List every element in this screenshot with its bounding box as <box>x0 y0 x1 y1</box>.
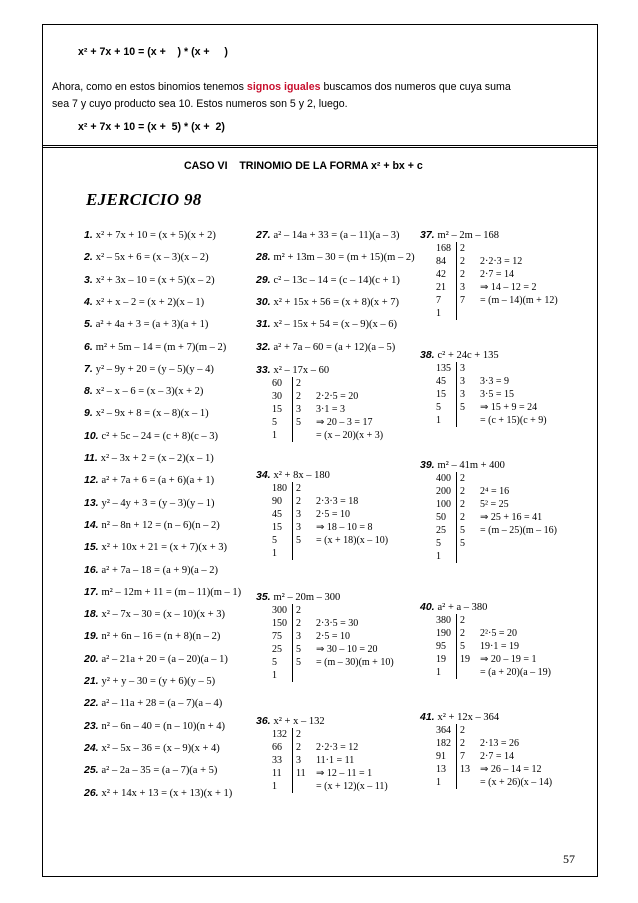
exercise-item <box>84 719 225 734</box>
exercise-number: 29. <box>256 273 274 286</box>
divisor: 2 <box>460 628 465 639</box>
exercise-equation: a² + 7a + 6 = (a + 6)(a + 1) <box>101 475 215 487</box>
dividend: 300 <box>272 605 287 616</box>
exercise-equation: c² + 5c – 24 = (c + 8)(c – 3) <box>101 430 219 442</box>
factor-note: ⇒ 20 – 3 = 17 <box>316 417 373 428</box>
dividend: 19 <box>436 654 446 665</box>
factor-note: 3·1 = 3 <box>316 404 345 415</box>
divisor: 2 <box>460 486 465 497</box>
divisor: 7 <box>460 751 465 762</box>
exercise-number: 3. <box>84 273 96 286</box>
factor-note: ⇒ 14 – 12 = 2 <box>480 282 537 293</box>
exercise-item <box>84 696 222 711</box>
exercise-item <box>84 563 218 578</box>
section-title: CASO VI TRINOMIO DE LA FORMA x² + bx + c <box>184 160 423 172</box>
factor-note: = (m – 14)(m + 12) <box>480 295 558 306</box>
factor-note: 3·3 = 9 <box>480 376 509 387</box>
dividend: 1 <box>272 781 277 792</box>
exercise-item <box>256 250 415 265</box>
factor-note: 5² = 25 <box>480 499 509 510</box>
exercise-number: 26. <box>84 786 102 799</box>
exercise-number: 6. <box>84 340 96 353</box>
factor-note: = (a + 20)(a – 19) <box>480 667 551 678</box>
factor-note: = (x + 12)(x – 11) <box>316 781 388 792</box>
exercise-item <box>256 228 400 243</box>
divisor: 5 <box>296 657 301 668</box>
exercise-number: 4. <box>84 295 96 308</box>
dividend: 132 <box>272 729 287 740</box>
divisor: 2 <box>296 378 301 389</box>
factor-note: 2·2·3 = 12 <box>316 742 359 753</box>
divisor: 2 <box>460 269 465 280</box>
exercise-number: 5. <box>84 318 96 331</box>
exercise-item <box>84 250 209 265</box>
dividend: 91 <box>436 751 446 762</box>
division-bar <box>456 614 457 679</box>
exercise-number: 10. <box>84 429 102 442</box>
divisor: 5 <box>296 535 301 546</box>
dividend: 84 <box>436 256 446 267</box>
exercise-item <box>84 406 209 421</box>
factor-note: ⇒ 25 + 16 = 41 <box>480 512 543 523</box>
division-bar <box>292 377 293 442</box>
exercise-equation: n² – 8n + 12 = (n – 6)(n – 2) <box>101 519 220 531</box>
exercise-equation: y² + y – 30 = (y + 6)(y – 5) <box>101 676 216 687</box>
dividend: 400 <box>436 473 451 484</box>
exercise-number: 18. <box>84 608 102 621</box>
factor-note: 2⁴ = 16 <box>480 486 510 497</box>
exercise-equation: x² + 3x – 10 = (x + 5)(x – 2) <box>95 274 215 286</box>
exercise-number: 22. <box>84 697 102 710</box>
exercise-item <box>420 348 499 363</box>
exercise-item <box>84 384 203 399</box>
exercise-equation: x² – 17x – 60 <box>273 365 330 376</box>
factor-note: ⇒ 20 – 19 = 1 <box>480 654 537 665</box>
dividend: 30 <box>272 391 282 402</box>
equation-template-line: x² + 7x + 10 = (x + ) * (x + ) <box>78 46 228 58</box>
divider-rule-2 <box>42 147 598 148</box>
exercise-equation: x² + x – 132 <box>273 716 325 727</box>
dividend: 182 <box>436 738 451 749</box>
exercise-item <box>84 518 220 533</box>
exercise-number: 12. <box>84 474 102 487</box>
exercise-item <box>420 458 505 473</box>
dividend: 200 <box>436 486 451 497</box>
page-number: 57 <box>563 852 575 866</box>
exercise-number: 16. <box>84 563 102 576</box>
factor-note: 2·3·3 = 18 <box>316 496 359 507</box>
division-bar <box>292 728 293 793</box>
exercise-equation: x² – 3x + 2 = (x – 2)(x – 1) <box>100 453 214 464</box>
exercise-item <box>256 468 330 483</box>
exercise-item <box>84 228 216 243</box>
exercise-equation: y² – 9y + 20 = (y – 5)(y – 4) <box>95 363 214 375</box>
exercise-number: 27. <box>256 229 274 241</box>
exercise-item <box>256 363 329 378</box>
dividend: 11 <box>272 768 282 779</box>
factor-note: = (c + 15)(c + 9) <box>480 415 547 426</box>
factor-note: ⇒ 30 – 10 = 20 <box>316 644 378 655</box>
exercise-number: 19. <box>84 630 102 643</box>
para-text-b: buscamos dos numeros que cuya suma <box>320 81 511 93</box>
exercise-equation: a² – 14a + 33 = (a – 11)(a – 3) <box>273 230 400 241</box>
factor-note: = (m – 30)(m + 10) <box>316 657 394 668</box>
para-text-a: Ahora, como en estos binomios tenemos <box>52 81 247 93</box>
factor-note: ⇒ 18 – 10 = 8 <box>316 522 373 533</box>
exercise-item <box>256 590 340 605</box>
divisor: 3 <box>296 755 301 766</box>
division-bar <box>292 604 293 682</box>
dividend: 5 <box>436 538 441 549</box>
exercise-number: 17. <box>84 585 102 598</box>
exercise-number: 8. <box>84 385 96 398</box>
exercise-number: 37. <box>420 229 438 241</box>
exercise-number: 34. <box>256 469 274 481</box>
dividend: 75 <box>272 631 282 642</box>
dividend: 190 <box>436 628 451 639</box>
exercise-equation: x² + 15x + 56 = (x + 8)(x + 7) <box>273 296 400 308</box>
division-bar <box>456 724 457 789</box>
dividend: 45 <box>436 376 446 387</box>
factor-note: = (x + 18)(x – 10) <box>316 535 389 546</box>
divisor: 5 <box>460 538 465 549</box>
exercise-item <box>84 540 227 555</box>
dividend: 5 <box>436 402 441 413</box>
dividend: 60 <box>272 378 282 389</box>
dividend: 1 <box>436 308 441 319</box>
divisor: 3 <box>460 376 465 387</box>
divisor: 3 <box>460 389 465 400</box>
exercise-number: 28. <box>256 251 274 264</box>
divisor: 2 <box>460 473 465 484</box>
factor-note: ⇒ 12 – 11 = 1 <box>316 768 373 779</box>
exercise-equation: m² – 41m + 400 <box>437 460 505 471</box>
exercise-title: EJERCICIO 98 <box>86 190 202 209</box>
dividend: 21 <box>436 282 446 293</box>
exercise-item <box>84 317 208 332</box>
dividend: 50 <box>436 512 446 523</box>
dividend: 95 <box>436 641 446 652</box>
explanation-paragraph-line1 <box>52 81 511 94</box>
exercise-number: 23. <box>84 719 102 732</box>
exercise-item <box>256 273 400 288</box>
dividend: 42 <box>436 269 446 280</box>
divisor: 3 <box>296 404 301 415</box>
exercise-number: 11. <box>84 452 101 464</box>
exercise-number: 7. <box>84 362 96 375</box>
exercise-item <box>84 763 217 778</box>
exercise-number: 2. <box>84 251 96 264</box>
dividend: 13 <box>436 764 446 775</box>
exercise-number: 38. <box>420 349 438 361</box>
exercise-item <box>84 340 226 355</box>
divisor: 3 <box>460 363 465 374</box>
exercise-equation: x² – 7x – 30 = (x – 10)(x + 3) <box>101 609 225 621</box>
exercise-equation: m² – 2m – 168 <box>437 230 499 241</box>
divisor: 19 <box>460 654 470 665</box>
divisor: 2 <box>296 729 301 740</box>
exercise-equation: x² + 14x + 13 = (x + 13)(x + 1) <box>101 787 233 799</box>
exercise-item <box>256 295 399 310</box>
dividend: 45 <box>272 509 282 520</box>
divisor: 2 <box>296 391 301 402</box>
exercise-equation: x² – 5x – 36 = (x – 9)(x + 4) <box>101 742 220 754</box>
exercise-item <box>256 317 397 332</box>
dividend: 168 <box>436 243 451 254</box>
exercise-number: 9. <box>84 407 96 420</box>
divisor: 3 <box>460 282 465 293</box>
divisor: 5 <box>460 402 465 413</box>
dividend: 364 <box>436 725 451 736</box>
factor-note: 2·3·5 = 30 <box>316 618 359 629</box>
exercise-item <box>84 652 228 667</box>
divisor: 2 <box>460 499 465 510</box>
exercise-equation: n² – 6n – 40 = (n – 10)(n + 4) <box>101 720 225 732</box>
dividend: 33 <box>272 755 282 766</box>
dividend: 135 <box>436 363 451 374</box>
exercise-equation: a² – 2a – 35 = (a – 7)(a + 5) <box>101 765 218 777</box>
dividend: 1 <box>436 551 441 562</box>
exercise-item <box>84 473 214 488</box>
exercise-number: 13. <box>84 496 102 509</box>
exercise-number: 32. <box>256 340 274 353</box>
division-bar <box>456 242 457 320</box>
dividend: 15 <box>436 389 446 400</box>
divisor: 5 <box>296 417 301 428</box>
divisor: 2 <box>460 243 465 254</box>
exercise-number: 36. <box>256 715 274 727</box>
divisor: 2 <box>296 618 301 629</box>
divisor: 13 <box>460 764 470 775</box>
dividend: 90 <box>272 496 282 507</box>
dividend: 150 <box>272 618 287 629</box>
dividend: 1 <box>272 548 277 559</box>
division-bar <box>456 472 457 563</box>
exercise-number: 24. <box>84 741 102 754</box>
dividend: 1 <box>272 430 277 441</box>
divisor: 2 <box>460 725 465 736</box>
exercise-number: 40. <box>420 601 438 613</box>
exercise-item <box>84 585 241 600</box>
exercise-equation: a² + a – 380 <box>437 602 488 613</box>
exercise-number: 35. <box>256 591 274 603</box>
divisor: 3 <box>296 522 301 533</box>
dividend: 100 <box>436 499 451 510</box>
divisor: 2 <box>296 496 301 507</box>
exercise-equation: m² – 12m + 11 = (m – 11)(m – 1) <box>101 586 242 598</box>
divisor: 3 <box>296 509 301 520</box>
dividend: 25 <box>272 644 282 655</box>
divisor: 2 <box>460 738 465 749</box>
divisor: 2 <box>460 256 465 267</box>
exercise-equation: x² + 8x – 180 <box>273 470 330 481</box>
dividend: 15 <box>272 522 282 533</box>
exercise-item <box>84 741 220 756</box>
factor-note: 2·13 = 26 <box>480 738 519 749</box>
exercise-equation: n² + 6n – 16 = (n + 8)(n – 2) <box>101 631 221 643</box>
factor-note: 2·5 = 10 <box>316 509 350 520</box>
exercise-equation: m² + 5m – 14 = (m + 7)(m – 2) <box>95 341 227 353</box>
division-bar <box>456 362 457 427</box>
factor-note: 2²·5 = 20 <box>480 628 517 639</box>
dividend: 180 <box>272 483 287 494</box>
exercise-item <box>84 273 215 288</box>
divisor: 2 <box>460 512 465 523</box>
factor-note: = (m – 25)(m – 16) <box>480 525 558 536</box>
exercise-equation: y² – 4y + 3 = (y – 3)(y – 1) <box>101 497 215 509</box>
exercise-item <box>84 451 214 466</box>
exercise-equation: a² + 7a – 18 = (a + 9)(a – 2) <box>101 564 219 576</box>
dividend: 1 <box>436 415 441 426</box>
exercise-equation: x² – 15x + 54 = (x – 9)(x – 6) <box>273 319 397 331</box>
exercise-number: 33. <box>256 364 274 376</box>
factor-note: 2·2·5 = 20 <box>316 391 359 402</box>
explanation-paragraph-line2: sea 7 y cuyo producto sea 10. Estos numeros son 5 y 2, luego. <box>52 98 348 110</box>
exercise-item <box>420 600 487 615</box>
divisor: 7 <box>460 295 465 306</box>
exercise-equation: c² – 13c – 14 = (c – 14)(c + 1) <box>273 274 400 286</box>
exercise-number: 15. <box>84 541 102 554</box>
exercise-equation: x² + 12x – 364 <box>437 712 500 723</box>
divisor: 3 <box>296 631 301 642</box>
division-bar <box>292 482 293 560</box>
exercise-item <box>420 710 499 725</box>
exercise-equation: a² + 7a – 60 = (a + 12)(a – 5) <box>273 341 396 353</box>
exercise-equation: a² – 11a + 28 = (a – 7)(a – 4) <box>101 698 223 710</box>
divisor: 2 <box>460 615 465 626</box>
divisor: 5 <box>460 525 465 536</box>
factor-note: 2·2·3 = 12 <box>480 256 523 267</box>
dividend: 25 <box>436 525 446 536</box>
divisor: 2 <box>296 605 301 616</box>
divisor: 2 <box>296 483 301 494</box>
exercise-equation: x² – 5x + 6 = (x – 3)(x – 2) <box>95 252 209 264</box>
exercise-number: 14. <box>84 518 102 531</box>
factor-note: 2·7 = 14 <box>480 751 514 762</box>
exercise-number: 1. <box>84 229 96 241</box>
dividend: 5 <box>272 657 277 668</box>
exercise-item <box>84 786 232 801</box>
divisor: 5 <box>460 641 465 652</box>
exercise-equation: a² + 4a + 3 = (a + 3)(a + 1) <box>95 319 209 331</box>
factor-note: 2·7 = 14 <box>480 269 514 280</box>
factor-note: 3·5 = 15 <box>480 389 514 400</box>
exercise-number: 21. <box>84 675 102 687</box>
exercise-number: 31. <box>256 318 274 331</box>
exercise-item <box>256 714 325 729</box>
dividend: 1 <box>436 667 441 678</box>
exercise-number: 20. <box>84 652 102 665</box>
dividend: 1 <box>436 777 441 788</box>
factor-note: = (x + 26)(x – 14) <box>480 777 553 788</box>
exercise-equation: c² + 24c + 135 <box>437 350 499 361</box>
exercise-number: 41. <box>420 711 438 723</box>
dividend: 380 <box>436 615 451 626</box>
exercise-item <box>84 429 218 444</box>
exercise-number: 30. <box>256 295 274 308</box>
exercise-number: 25. <box>84 764 102 777</box>
exercise-item <box>84 295 204 310</box>
factor-note: = (x – 20)(x + 3) <box>316 430 384 441</box>
exercise-item <box>84 362 214 377</box>
factor-note: 2·5 = 10 <box>316 631 350 642</box>
dividend: 5 <box>272 535 277 546</box>
exercise-equation: x² + 7x + 10 = (x + 5)(x + 2) <box>95 230 216 241</box>
exercise-equation: x² + 10x + 21 = (x + 7)(x + 3) <box>101 542 228 554</box>
divisor: 2 <box>296 742 301 753</box>
factor-note: ⇒ 15 + 9 = 24 <box>480 402 538 413</box>
dividend: 15 <box>272 404 282 415</box>
divisor: 5 <box>296 644 301 655</box>
exercise-number: 39. <box>420 459 438 471</box>
dividend: 66 <box>272 742 282 753</box>
dividend: 7 <box>436 295 441 306</box>
exercise-item <box>84 496 215 511</box>
dividend: 5 <box>272 417 277 428</box>
exercise-item <box>256 340 395 355</box>
divider-rule <box>42 145 598 146</box>
factor-note: 19·1 = 19 <box>480 641 519 652</box>
exercise-equation: x² – x – 6 = (x – 3)(x + 2) <box>95 386 204 398</box>
exercise-equation: m² – 20m – 300 <box>273 592 341 603</box>
equation-result-line: x² + 7x + 10 = (x + 5) * (x + 2) <box>78 121 225 133</box>
exercise-item <box>84 674 215 689</box>
exercise-item <box>420 228 499 243</box>
exercise-equation: x² – 9x + 8 = (x – 8)(x – 1) <box>95 408 209 420</box>
highlight-signos-iguales: signos iguales <box>246 81 321 93</box>
divisor: 11 <box>296 768 306 779</box>
exercise-equation: x² + x – 2 = (x + 2)(x – 1) <box>95 296 205 308</box>
factor-note: 11·1 = 11 <box>316 755 355 766</box>
dividend: 1 <box>272 670 277 681</box>
exercise-item <box>84 629 220 644</box>
exercise-equation: m² + 13m – 30 = (m + 15)(m – 2) <box>273 252 415 264</box>
factor-note: ⇒ 26 – 14 = 12 <box>480 764 542 775</box>
exercise-item <box>84 607 225 622</box>
exercise-equation: a² – 21a + 20 = (a – 20)(a – 1) <box>101 653 228 665</box>
